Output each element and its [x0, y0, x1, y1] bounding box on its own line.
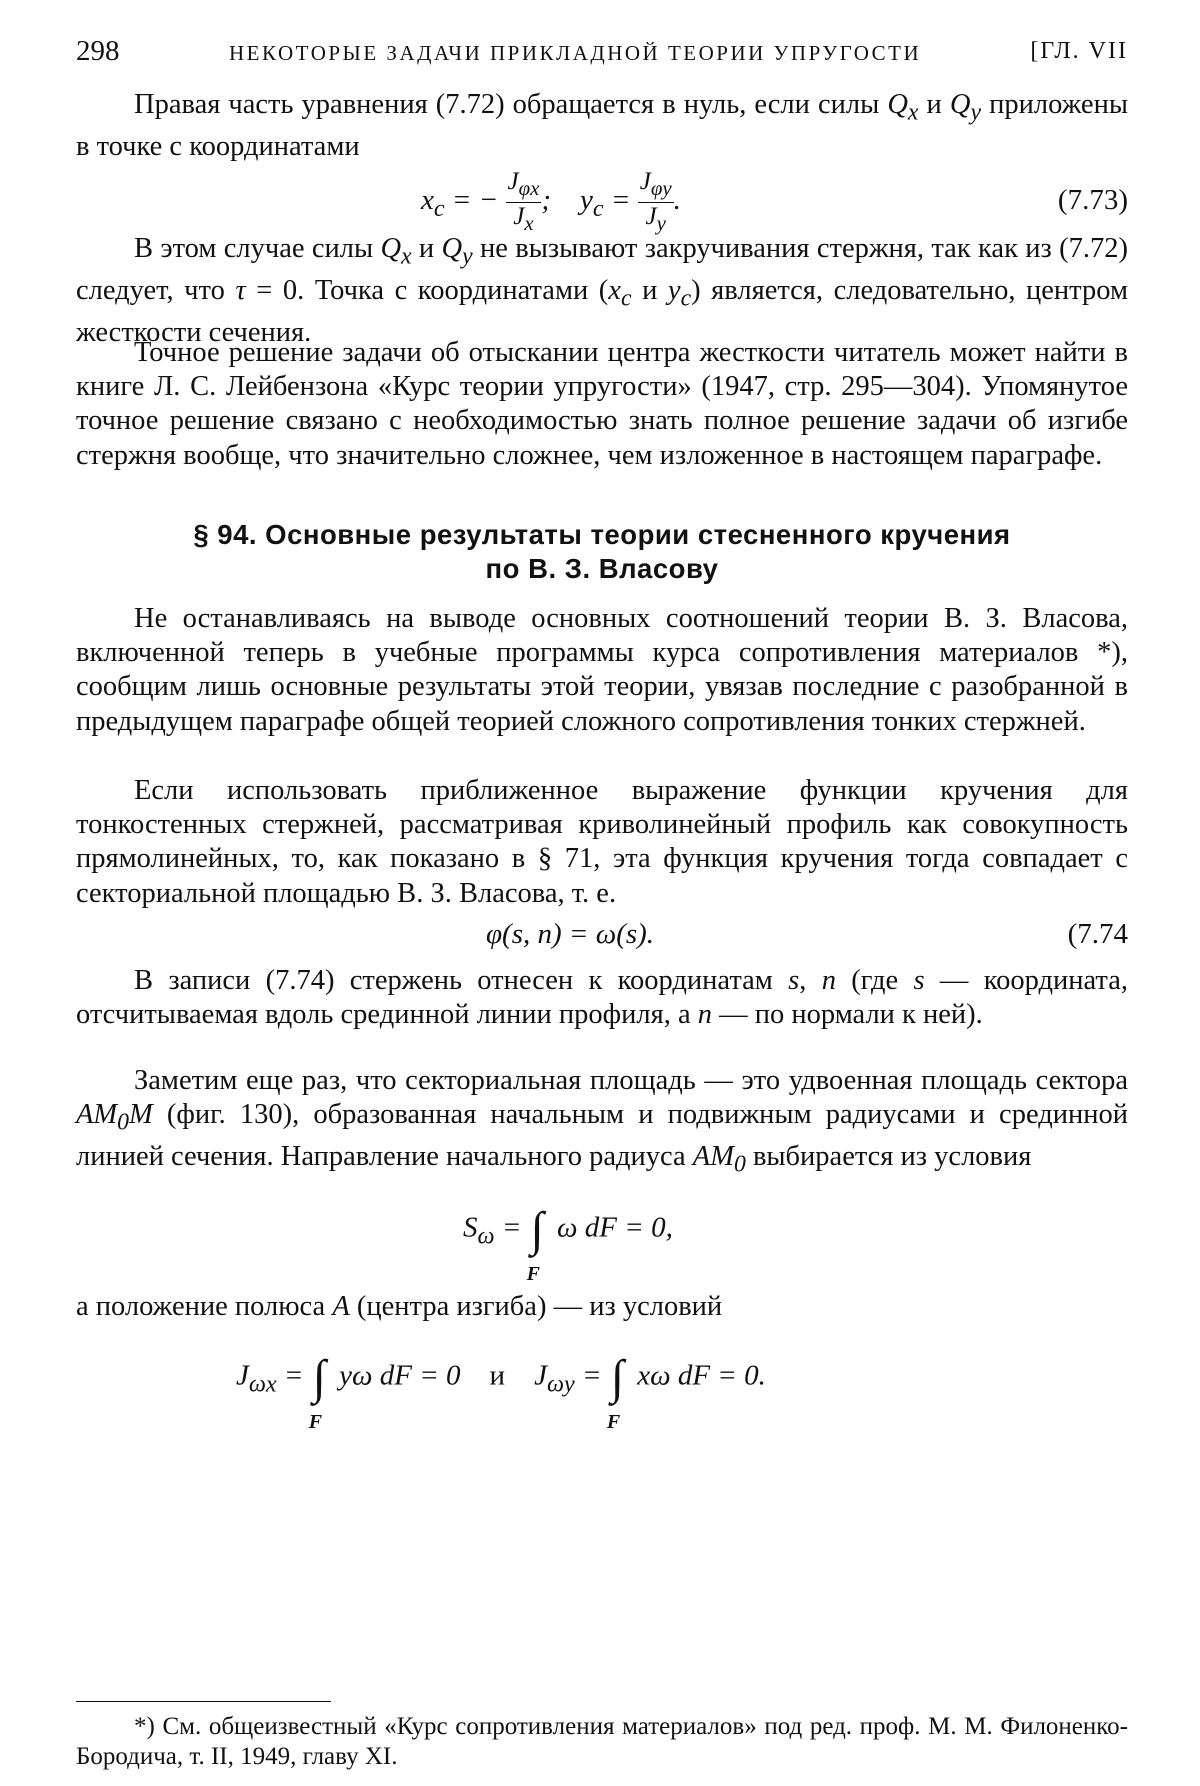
equation-7-74-body: φ(s, n) = ω(s). [486, 918, 655, 950]
equation-label-7-73: (7.73) [1057, 184, 1128, 216]
equation-label-7-74: (7.74 [1067, 918, 1128, 950]
running-title: НЕКОТОРЫЕ ЗАДАЧИ ПРИКЛАДНОЙ ТЕОРИИ УПРУГОСТИ [229, 41, 922, 65]
footnote: *) См. общеизвестный «Курс сопротивления материалов» под ред. проф. М. М. Филоненко-Бородича, т. II, 1949, главу XI. [76, 1713, 1128, 1770]
equation-7-74 [76, 910, 1128, 970]
paragraph-1: Правая часть уравнения (7.72) обращается в нуль, если силы $Q_x$ и $Q_y$ приложены в точке с координатами [76, 89, 1128, 162]
equation-7-73: $x_c$ = − $\frac{J_{\varphi x}}{J_x}$ ; $y_c$ = $\frac{J_{\varphi y}}{J_y}$ . (7.73) [421, 168, 1128, 235]
paragraph-3: Точное решение задачи об отыскании центра жесткости читатель может найти в книге Л. С. Лейбензона «Курс теории упругости» (1947, стр. 295—304). Упомянутое точное решение связано с необходимостью знать полное решение задачи об изгибе стержня вообще, что значительно сложнее, чем изложенное в настоящем параграфе. [76, 337, 1128, 471]
paragraph-2: В этом случае силы $Q_x$ и $Q_y$ не вызывают закручивания стержня, так как из (7.72) следует, что τ = 0. Точка с координатами ($x_c$ и $y_c$) является, следовательно, центром жесткости сечения. [76, 233, 1128, 348]
paragraph-8: а положение полюса A (центра изгиба) — из условий [76, 1291, 723, 1322]
page-number: 298 [76, 35, 120, 67]
paragraph-6: В записи (7.74) стержень отнесен к координатам s, n (где s — координата, отсчитываемая вдоль срединной линии профиля, а n — по нормали к ней). [76, 965, 1129, 1031]
equation-s-omega: $S_\omega$ = ∫ F ω dF = 0, [463, 1203, 673, 1285]
section-heading-line-1: § 94. Основные результаты теории стесненного кручения [193, 519, 1011, 550]
footnote-rule [76, 1701, 331, 1702]
section-heading-line-2: по В. З. Власову [485, 553, 719, 584]
paragraph-4: Не останавливаясь на выводе основных соотношений теории В. З. Власова, включенной теперь в учебные программы курса сопротивления материалов *), сообщим лишь основные результаты этой теории, увязав последние с разобранной в предыдущем параграфе общей теорией сложного сопротивления тонких стержней. [76, 603, 1128, 737]
paragraph-7: Заметим еще раз, что секториальная площадь — это удвоенная площадь сектора $AM_0M$ (фиг. 130), образованная начальным и подвижным радиусами и срединной линией сечения. Направление начального радиуса $AM_0$ выбирается из условия [76, 1065, 1128, 1178]
paragraph-5: Если использовать приближенное выражение функции кручения для тонкостенных стержней, рассматривая криволинейный профиль как совокупность прямолинейных, то, как показано в § 71, эта функция кручения тогда совпадает с секториальной площадью В. З. Власова, т. е. [76, 775, 1128, 909]
equation-j-conditions: $J_{\omega x}$ = ∫ F yω dF = 0 и $J_{\omega y}$ = ∫ F xω dF = 0. [236, 1351, 766, 1433]
chapter-label: [ГЛ. VII [1030, 38, 1128, 64]
